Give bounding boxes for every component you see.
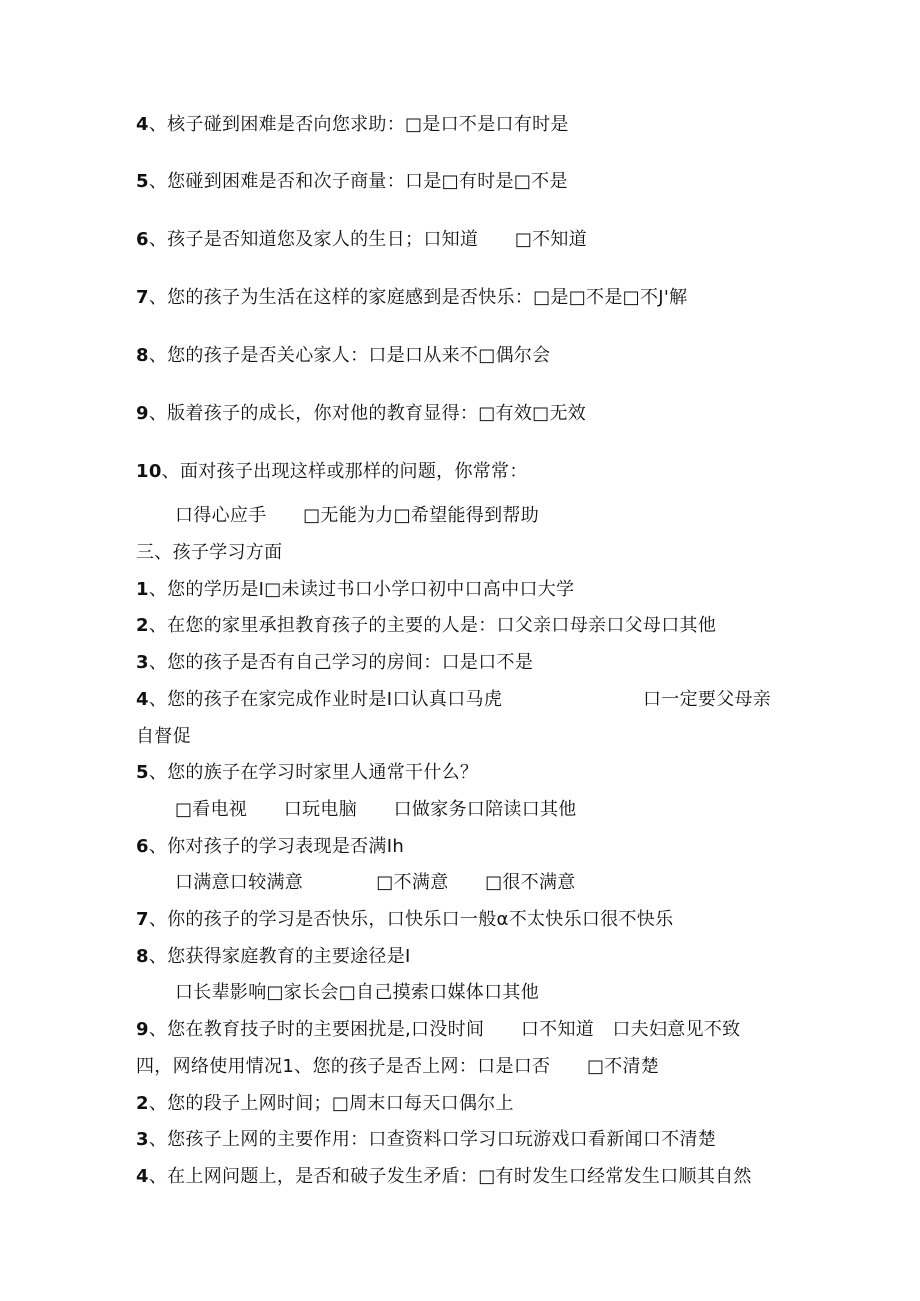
study-question-7: 7、你的孩子的学习是否快乐，口快乐口一般α不太快乐口很不快乐 [136,909,674,930]
study-question-3: 3、您的孩子是否有自己学习的房间：口是口不是 [136,652,534,673]
question-10: 10、面对孩子出现这样或那样的问题，你常常： [136,461,528,482]
study-question-8: 8、您获得家庭教育的主要途径是I [136,946,411,967]
question-9: 9、版着孩子的成长，你对他的教育显得：□有效□无效 [136,403,587,424]
study-question-4: 4、您的孩子在家完成作业时是I口认真口马虎 [136,689,503,710]
study-question-2: 2、在您的家里承担教育孩子的主要的人是：口父亲口母亲口父母口其他 [136,615,717,636]
internet-question-2: 2、您的段子上网时间；□周末口每天口偶尔上 [136,1093,514,1114]
internet-question-4: 4、在上网问题上，是否和破子发生矛盾：□有时发生口经常发生口顺其自然 [136,1166,752,1187]
study-question-6-options: 口满意口较满意 □不满意 □很不满意 [175,872,576,893]
study-question-4-option: 口一定要父母亲 [643,689,772,710]
question-10-options: 口得心应手 □无能为力□希望能得到帮助 [175,505,540,526]
question-6: 6、孩子是否知道您及家人的生日；口知道 □不知道 [136,229,588,250]
section-heading-study: 三、孩子学习方面 [136,542,283,563]
study-question-4-continued: 自督促 [136,726,191,747]
question-7: 7、您的孩子为生活在这样的家庭感到是否快乐：□是□不是□不J'解 [136,287,688,308]
question-5: 5、您碰到困难是否和次子商量：口是□有时是□不是 [136,171,568,192]
section-heading-internet: 四，网络使用情况1、您的孩子是否上网：口是口否 □不清楚 [136,1056,660,1077]
study-question-6: 6、你对孩子的学习表现是否满Ih [136,836,405,857]
internet-question-3: 3、您孩子上网的主要作用：口查资料口学习口玩游戏口看新闻口不清楚 [136,1129,717,1150]
study-question-9: 9、您在教育技子时的主要困扰是,口没时间 口不知道 口夫妇意见不致 [136,1019,741,1040]
study-question-5-options: □看电视 口玩电脑 口做家务口陪读口其他 [175,799,577,820]
study-question-8-options: 口长辈影响□家长会□自己摸索口媒体口其他 [175,982,540,1003]
question-8: 8、您的孩子是否关心家人：口是口从来不□偶尔会 [136,345,551,366]
study-question-5: 5、您的族子在学习时家里人通常干什么？ [136,762,479,783]
study-question-1: 1、您的学历是I□未读过书口小学口初中口高中口大学 [136,579,575,600]
question-4: 4、核子碰到困难是否向您求助：□是口不是口有时是 [136,114,569,135]
